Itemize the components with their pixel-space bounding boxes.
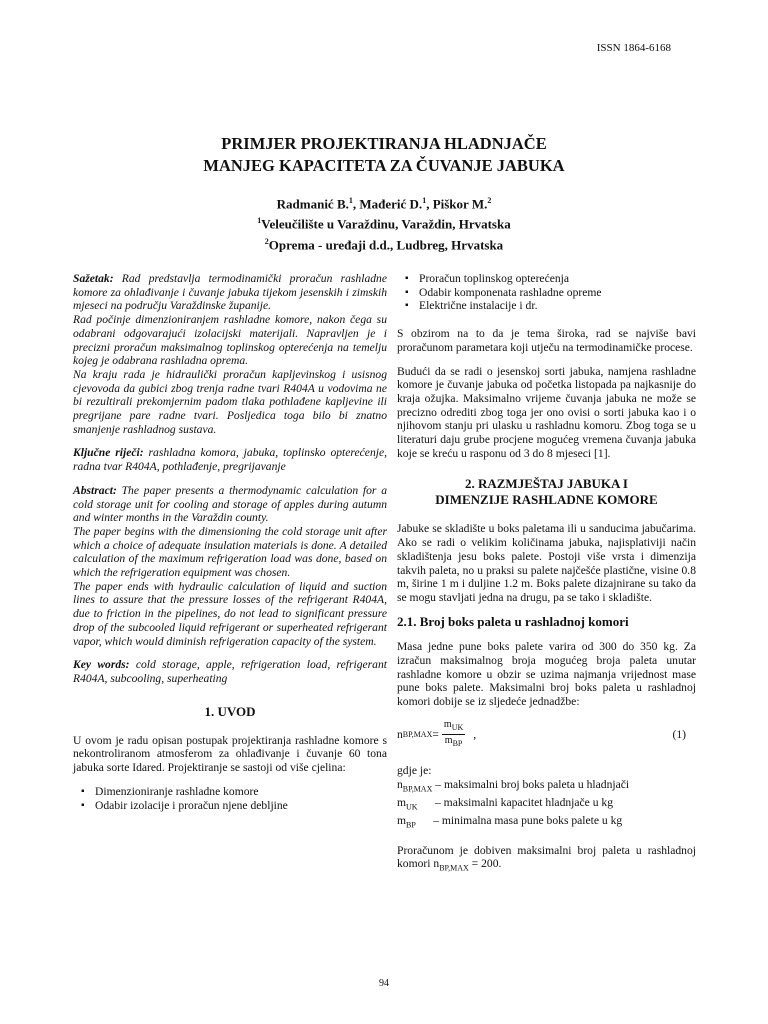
def-symbol: n — [397, 777, 403, 791]
affiliation-2 — [0, 233, 768, 253]
affiliation-1 — [0, 212, 768, 232]
section-2-heading-line-1: 2. RAZMJEŠTAJ JABUKA I — [464, 476, 628, 492]
eq-lhs: n — [397, 727, 403, 741]
def-sub: BP,MAX — [402, 783, 433, 793]
equation-number: (1) — [672, 727, 686, 741]
section-2-1-p1: Masa jedne pune boks palete varira od 300 do 350 kg. Za izračun maksimalnog broja mogućeg broja paleta unutar rashladne komore u obzir se uzima najmanja vrijednost mase pune boks palete. Maksimalni broj boks paleta u rashladnoj komori dobije se iz sljedeće jednadžbe: — [397, 640, 696, 709]
def-text: – minimalna masa pune boks palete u kg — [415, 813, 623, 827]
title-line-2: MANJEG KAPACITETA ZA ČUVANJE JABUKA — [203, 156, 565, 175]
section-1-p3: Budući da se radi o jesenskoj sorti jabuka, namjena rashladne komore je čuvanje jabuka od početka listopada pa najkasnije do kraja ožujka. Maksimalno vrijeme čuvanja jabuka ne može se precizno odrediti zbog toga jer ono ovisi o sorti jabuka kao i o njihovom stanju pri ulasku u rashladnu komoru. Zbog toga se u literaturi daju grube procjene mogućeg vremena čuvanja jabuka koje se kreću u rasponu od 3 do 8 mjeseci [1]. — [397, 364, 696, 460]
section-1-list-b — [397, 272, 696, 313]
abstract-p1: The paper presents a thermodynamic calculation for a cold storage unit for cooling and storage of apples during autumn and winter months in the Varaždin county. — [73, 483, 387, 525]
authors-block — [0, 192, 768, 253]
abstract-p3: The paper ends with hydraulic calculation of liquid and suction lines to assure that the pressure losses of the refrigerant R404A, due to friction in the pipelines, do not lead to significant pressure drop of the subcooled liquid refrigerant or superheated refrigerant vapor, which would diminish refrigeration capacity of the system. — [73, 579, 387, 648]
summary-p3: Na kraju rada je hidraulički proračun kapljevinskog i usisnog cjevovoda da gubici zbog trenja radne tvari R404A u vodovima ne bi rezultirali prekomjernim padom tlaka pothlađene kapljevine ili pregrijane pare radne tvari. Posljedica toga bilo bi znatno smanjenje rashladnog sustava. — [73, 367, 387, 436]
keywords-en — [73, 658, 387, 685]
section-2-heading-line-2: DIMENZIJE RASHLADNE KOMORE — [435, 492, 658, 508]
keywords-en-text: cold storage, apple, refrigeration load, refrigerant R404A, subcooling, superheating — [73, 658, 387, 685]
list-item: ▪ Odabir komponenata rashladne opreme — [419, 286, 696, 300]
def-symbol: m — [397, 813, 407, 827]
eq-denominator — [445, 735, 463, 750]
author-3: , Piškor M. — [426, 196, 488, 212]
summary-hr — [73, 272, 387, 436]
section-2-p1: Jabuke se skladište u boks paletama ili u sanducima jabučarima. Ako se radi o velikim količinama jabuka, najisplativiji način skladištenja jesu boks palete. Postoji više vrsta i dimenzija takvih paleta, no u praksi su palete najčešće plastične, visine 0.8 m, širine 1 m i duljine 1.2 m. Boks palete dizajnirane su tako da se mogu stavljati jedna na drugu, pa se tako i skladište. — [397, 522, 696, 604]
keywords-hr-text: rashladna komora, jabuka, toplinsko opterećenje, radna tvar R404A, pothlađenje, pregrijavanje — [73, 446, 388, 474]
def-text: – maksimalni kapacitet hladnjače u kg — [417, 795, 614, 809]
abstract-label: Abstract: — [73, 483, 117, 497]
eq-comma: , — [473, 727, 477, 741]
section-1-heading: 1. UVOD — [204, 703, 256, 719]
paper-title — [0, 133, 768, 177]
section-2-1-heading: 2.1. Broj boks paleta u rashladnoj komori — [397, 613, 629, 629]
affiliation-1-sup: 1 — [257, 216, 262, 226]
summary-p2: Rad počinje dimenzioniranjem rashladne komore, nakon čega su odabrani odgovarajući izolacijski materijali. Napravljen je i precizni proračun maksimalnog toplinskog opterećenja na temelju kojeg je odabrana rashladna oprema. — [73, 313, 387, 368]
issn: ISSN 1864-6168 — [596, 42, 671, 54]
abstract-p2: The paper begins with the dimensioning the cold storage unit after which a choice of adequate insulation materials is done. A detailed calculation of the maximum refrigeration load was done, based on which the refrigeration equipment was chosen. — [73, 524, 387, 580]
eq-den-sym: m — [444, 734, 453, 746]
author-3-sup: 2 — [487, 196, 492, 205]
page-number: 94 — [379, 978, 389, 989]
section-1-list-a — [73, 785, 387, 812]
eq-lhs-sub: BP,MAX — [402, 729, 433, 739]
eq-den-sub: BP — [452, 738, 463, 748]
affiliation-2-text: Oprema - uređaji d.d., Ludbreg, Hrvatska — [268, 236, 504, 252]
eq-equals: = — [432, 727, 439, 741]
keywords-en-label: Key words: — [73, 658, 130, 672]
def-sub: UK — [406, 801, 418, 811]
def-text: – maksimalni broj boks paleta u hladnjači — [432, 777, 630, 791]
equation-1 — [397, 719, 696, 750]
summary-p1: Rad predstavlja termodinamički proračun rashladne komore za ohlađivanje i čuvanje jabuka tijekom jesenskih i zimskih mjeseci na području Varaždinske županije. — [73, 272, 387, 313]
p2-text-a: Proračunom je dobiven maksimalni broj paleta u rashladnoj komori n — [397, 843, 696, 871]
left-column — [73, 272, 387, 822]
section-2-1-p2 — [397, 844, 696, 876]
author-2-sup: 1 — [422, 196, 427, 205]
def-symbol: m — [397, 795, 407, 809]
affiliation-2-sup: 2 — [264, 236, 269, 246]
right-column — [397, 272, 696, 885]
eq-num-sub: UK — [451, 722, 464, 732]
def-sub: BP — [406, 819, 416, 829]
list-item: ▪ Dimenzioniranje rashladne komore — [95, 785, 387, 799]
title-line-1: PRIMJER PROJEKTIRANJA HLADNJAČE — [221, 134, 547, 153]
author-2: , Mađerić D. — [352, 196, 423, 212]
eq-numerator — [442, 719, 465, 735]
abstract-en — [73, 484, 387, 648]
definition-row — [397, 796, 696, 814]
author-1: Radmanić B. — [276, 196, 349, 212]
definition-row — [397, 778, 696, 796]
author-1-sup: 1 — [348, 196, 353, 205]
author-names — [0, 192, 768, 212]
p2-text-b: = 200. — [468, 857, 502, 871]
affiliation-1-text: Veleučilište u Varaždinu, Varaždin, Hrvatska — [261, 216, 511, 232]
section-2-heading — [397, 476, 696, 508]
section-1-p1: U ovom je radu opisan postupak projektiranja rashladne komore s nekontroliranom atmosferom za ohlađivanje i čuvanje 60 tona jabuka sorte Idared. Projektiranje se sastoji od više cjelina: — [73, 733, 387, 775]
summary-label: Sažetak: — [73, 272, 114, 285]
equation-definitions — [397, 764, 696, 832]
list-item: ▪ Proračun toplinskog opterećenja — [419, 272, 696, 286]
list-item: ▪ Odabir izolacije i proračun njene debljine — [95, 799, 387, 813]
eq-fraction — [442, 719, 465, 750]
list-item: ▪ Električne instalacije i dr. — [419, 299, 696, 313]
eq-num-sym: m — [443, 718, 452, 730]
keywords-hr-label: Ključne riječi: — [73, 446, 144, 460]
definition-row — [397, 814, 696, 832]
section-1-p2: S obzirom na to da je tema široka, rad se najviše bavi proračunom parametara koji utječu na termodinamičke procese. — [397, 327, 696, 354]
p2-sub: BP,MAX — [439, 863, 469, 873]
keywords-hr — [73, 446, 387, 473]
gdje-je: gdje je: — [397, 763, 432, 777]
